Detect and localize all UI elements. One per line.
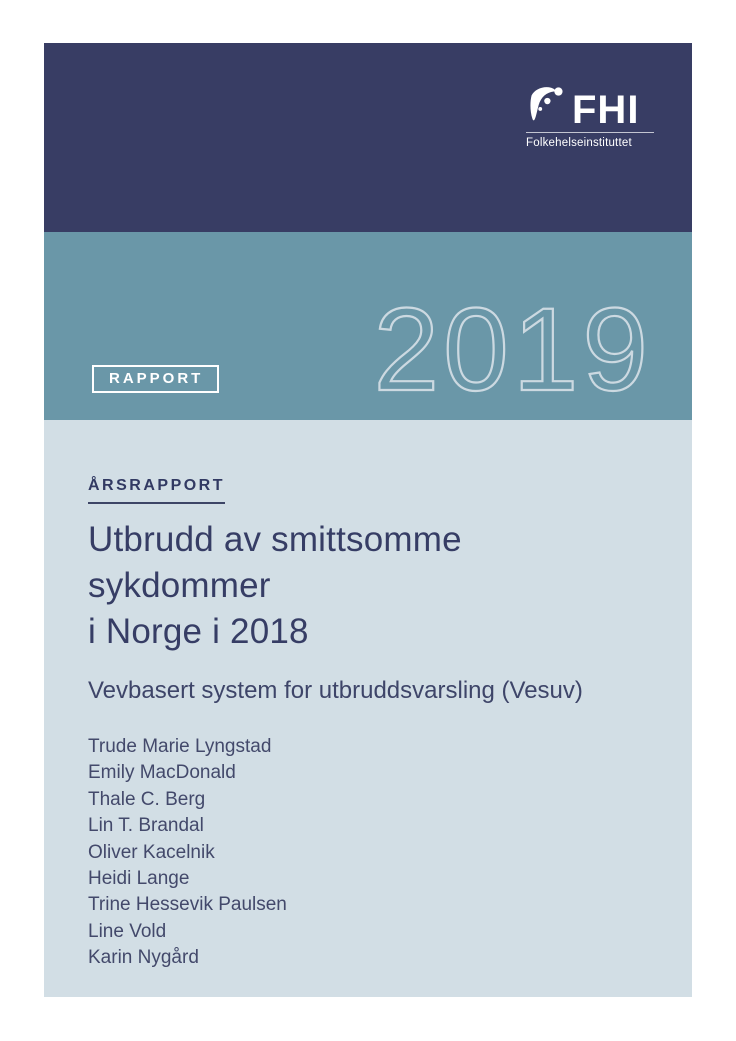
report-subtitle: Vevbasert system for utbruddsvarsling (Vesuv): [88, 677, 583, 704]
author-name: Thale C. Berg: [88, 788, 206, 810]
header-band: [44, 43, 692, 232]
author-name: Line Vold: [88, 920, 167, 942]
author-name: Trine Hessevik Paulsen: [88, 894, 287, 916]
page-content: [44, 43, 692, 997]
banner-band: [44, 232, 692, 420]
fhi-figure-icon: [526, 85, 564, 125]
report-title-line1: Utbrudd av smittsomme sykdommer: [88, 520, 462, 605]
title-section: [44, 420, 692, 997]
report-title-line2: i Norge i 2018: [88, 612, 309, 651]
kicker-label: ÅRSRAPPORT: [88, 478, 225, 504]
author-name: Emily MacDonald: [88, 762, 236, 784]
author-name: Lin T. Brandal: [88, 815, 204, 837]
author-name: Karin Nygård: [88, 947, 199, 969]
report-title: [88, 517, 652, 655]
report-year: 2019: [373, 284, 652, 416]
fhi-logo-subtitle: Folkehelseinstituttet: [526, 137, 632, 149]
fhi-logo: [526, 85, 654, 149]
logo-divider: [526, 132, 654, 133]
fhi-logo-text: FHI: [572, 87, 640, 132]
author-name: Heidi Lange: [88, 868, 190, 890]
author-name: Oliver Kacelnik: [88, 841, 215, 863]
author-name: Trude Marie Lyngstad: [88, 736, 272, 757]
author-list: [88, 734, 652, 972]
report-type-badge: RAPPORT: [92, 365, 219, 393]
fhi-logo-row: [526, 85, 654, 132]
